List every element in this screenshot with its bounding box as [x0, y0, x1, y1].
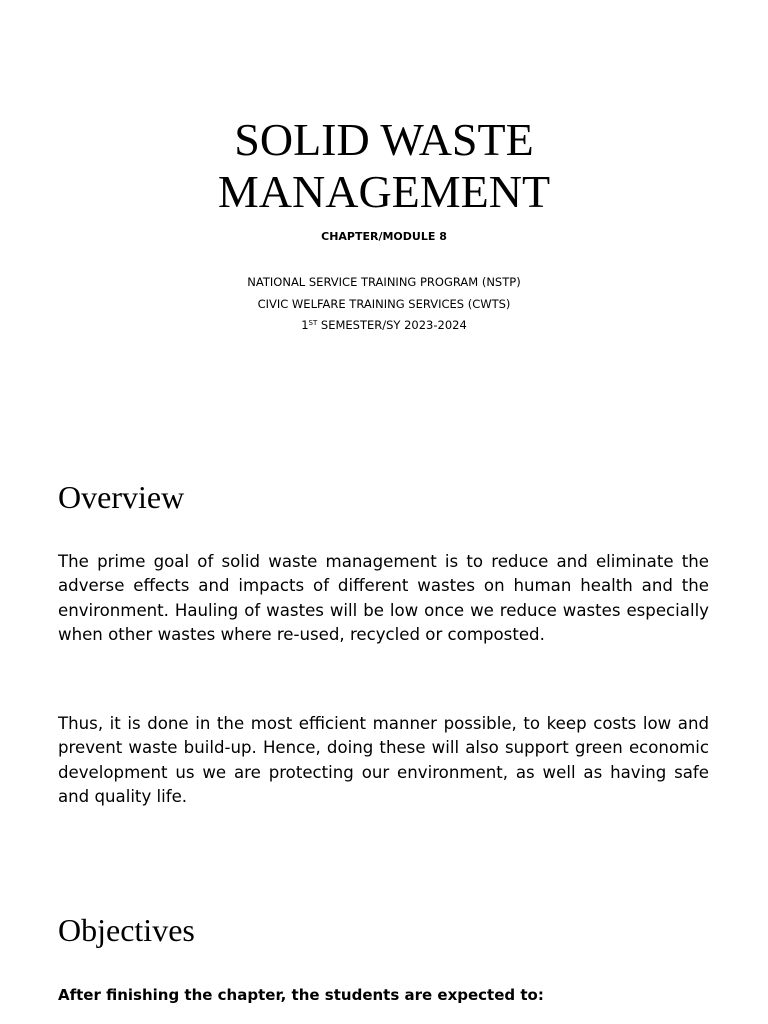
document-title-line-2: MANAGEMENT: [217, 166, 551, 217]
program-component: CIVIC WELFARE TRAINING SERVICES (CWTS): [257, 296, 511, 311]
objectives-heading: Objectives: [58, 912, 195, 948]
semester-ordinal-suffix: ST: [308, 319, 318, 327]
semester-number: 1: [301, 318, 309, 332]
overview-paragraph-1: The prime goal of solid waste management is to reduce and eliminate the adverse effects and impacts of different wastes on human health and the environment. Hauling of wastes will be low once we reduce wastes especially when other wastes where re-used, recycled or composted.: [58, 552, 709, 645]
program-name: NATIONAL SERVICE TRAINING PROGRAM (NSTP): [247, 275, 521, 289]
program-info: [0, 272, 768, 337]
semester-line: [0, 315, 768, 337]
chapter-label: CHAPTER/MODULE 8: [321, 230, 447, 243]
overview-heading: Overview: [58, 479, 185, 515]
document-title-line-1: SOLID WASTE: [234, 114, 534, 165]
document-title: [0, 114, 768, 218]
objectives-lead-text: After finishing the chapter, the students are expected to:: [58, 986, 544, 1004]
overview-paragraph-2: Thus, it is done in the most efficient manner possible, to keep costs low and prevent waste build-up. Hence, doing these will also support green economic development us we are protecting our environment, as well as having safe and quality life.: [58, 714, 709, 807]
semester-text: SEMESTER/SY 2023-2024: [317, 318, 467, 332]
